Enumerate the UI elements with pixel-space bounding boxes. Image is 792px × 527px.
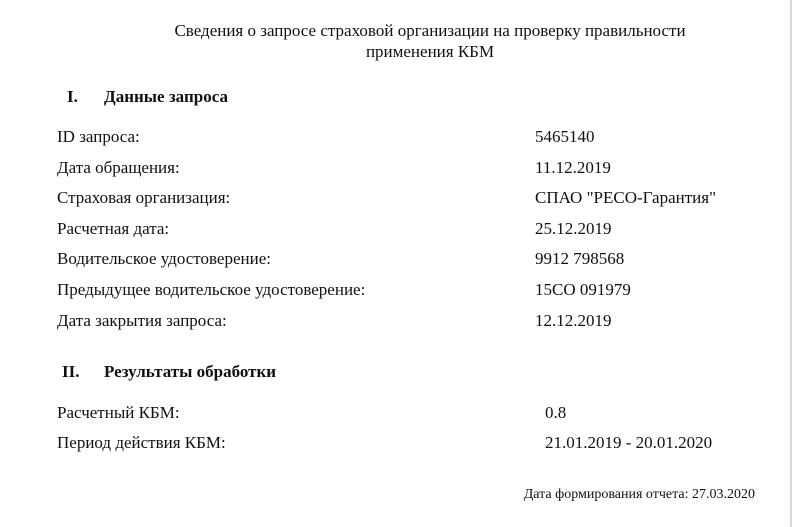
report-title [60,20,792,62]
kbm-value: 0.8 [545,403,567,422]
request-id-value: 5465140 [535,127,595,146]
request-date-row [0,158,792,182]
request-id-row [0,127,792,151]
prev-license-value: 15СО 091979 [535,280,631,299]
kbm-period-label: Период действия КБМ: [57,433,226,452]
report-title-line-2: применения КБМ [365,42,495,61]
kbm-row [0,403,792,427]
section-2-number: II. [62,362,80,381]
report-title-line-1: Сведения о запросе страховой организации на проверку правильности [174,21,686,40]
insurer-value: СПАО "РЕСО-Гарантия" [535,188,717,207]
kbm-period-row [0,433,792,457]
calc-date-label: Расчетная дата: [57,219,170,238]
kbm-label: Расчетный КБМ: [57,403,180,422]
report-generated-date: Дата формирования отчета: 27.03.2020 [523,487,755,502]
calc-date-value: 25.12.2019 [535,219,612,238]
section-1-title: Данные запроса [104,87,228,106]
request-id-label: ID запроса: [57,127,140,146]
request-date-label: Дата обращения: [57,158,180,177]
prev-license-row [0,280,792,304]
request-date-value: 11.12.2019 [535,158,611,177]
section-2-title: Результаты обработки [104,362,277,381]
close-date-row [0,311,792,335]
license-row [0,249,792,273]
license-label: Водительское удостоверение: [57,249,271,268]
close-date-label: Дата закрытия запроса: [57,311,227,330]
insurer-row [0,188,792,212]
prev-license-label: Предыдущее водительское удостоверение: [57,280,366,299]
close-date-value: 12.12.2019 [535,311,612,330]
license-value: 9912 798568 [535,249,625,268]
kbm-period-value: 21.01.2019 - 20.01.2020 [545,433,713,452]
calc-date-row [0,219,792,243]
section-1-number: I. [67,87,78,106]
insurer-label: Страховая организация: [57,188,231,207]
